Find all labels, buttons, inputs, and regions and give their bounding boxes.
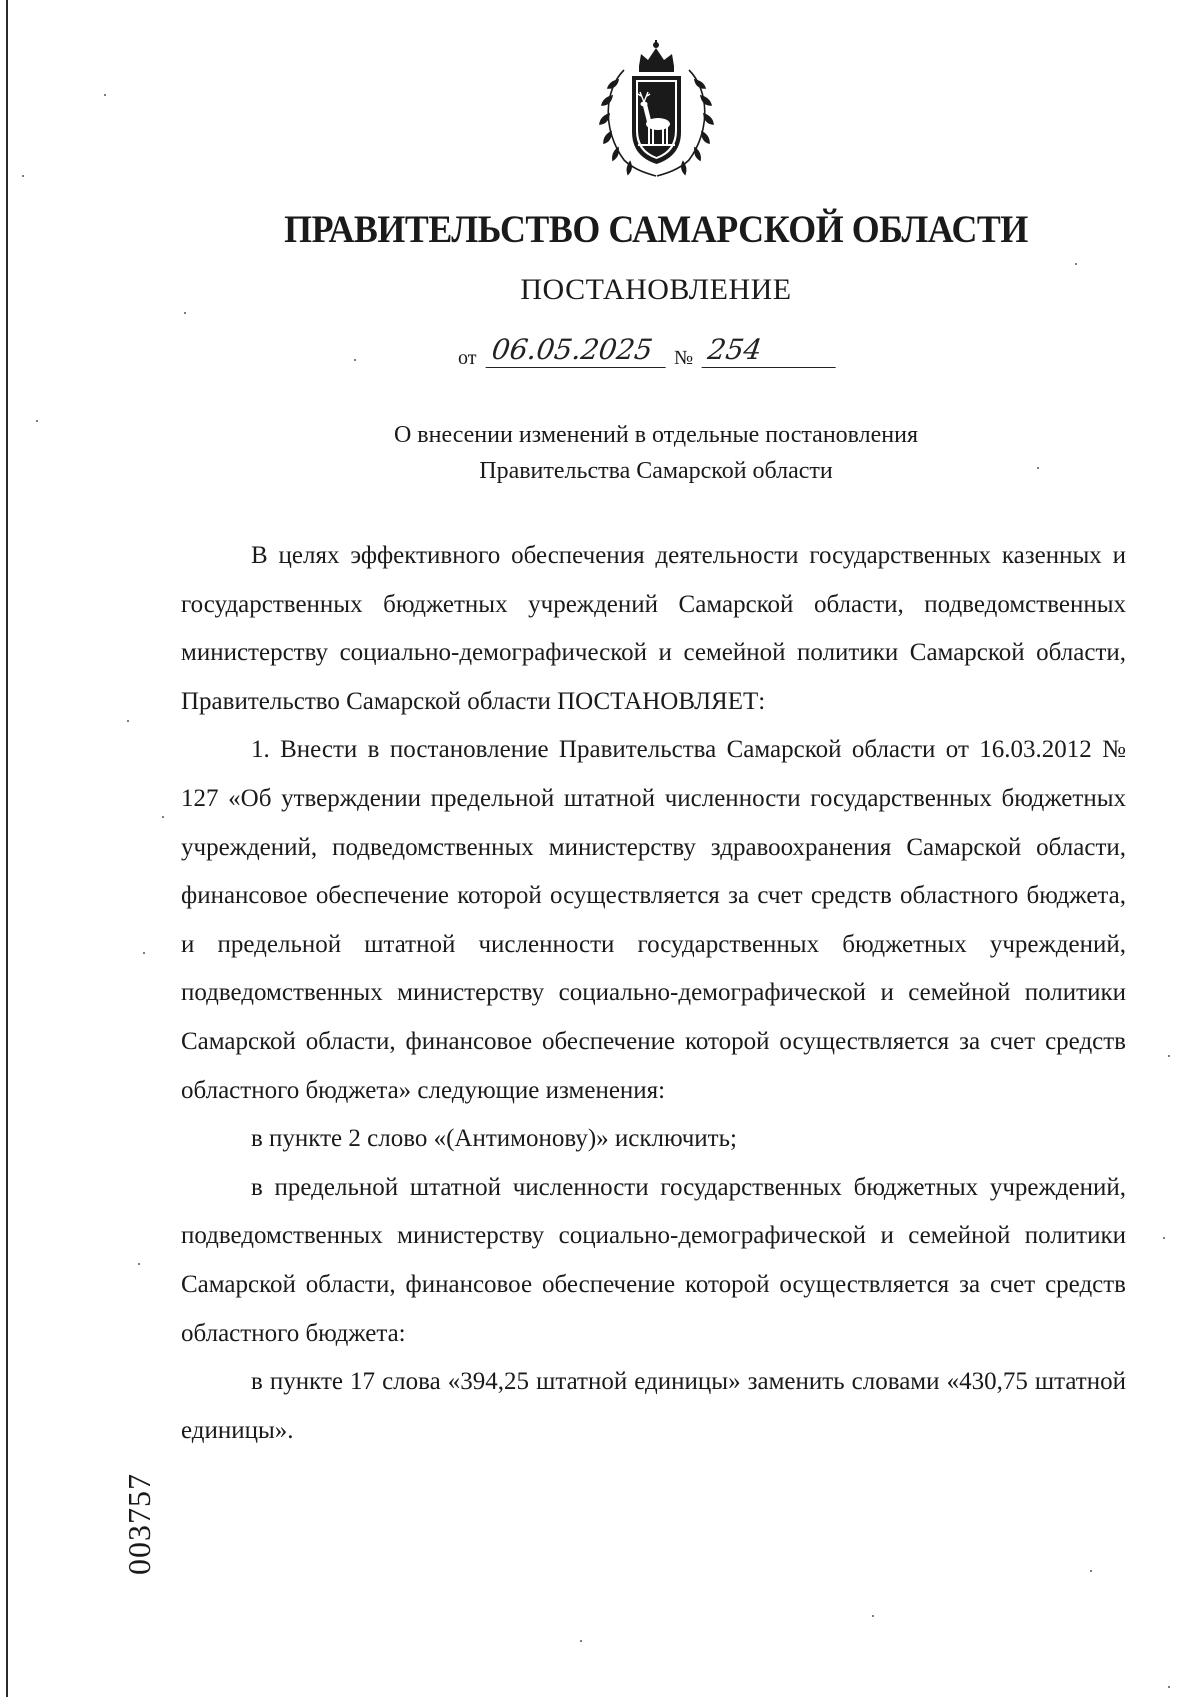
document-type: ПОСТАНОВЛЕНИЕ — [520, 273, 792, 306]
scan-speck — [1090, 1570, 1092, 1572]
scan-speck — [580, 1640, 582, 1642]
document-body — [181, 532, 1126, 1455]
handwritten-date: 06.05.2025 — [486, 333, 671, 368]
subject-line: О внесении изменений в отдельные постановления — [393, 422, 919, 448]
scan-speck — [36, 420, 38, 422]
scan-speck — [872, 1615, 874, 1617]
scan-speck — [104, 94, 106, 96]
body-paragraph: в предельной штатной численности государственных бюджетных учреждений, подведомственных министерству социально-демографической и семейной политики Самарской области, финансовое обеспечение которой осуществляется за счет средств областного бюджета: — [181, 1173, 1126, 1347]
number-prefix: № — [674, 347, 694, 369]
margin-serial-number: 003757 — [121, 1473, 157, 1575]
scan-speck — [1168, 1055, 1170, 1057]
scan-speck — [127, 720, 129, 722]
scan-speck — [22, 175, 24, 177]
samara-coat-of-arms-icon — [594, 40, 719, 180]
subject-line: Правительства Самарской области — [479, 458, 833, 484]
handwritten-number: 254 — [702, 333, 841, 368]
scan-speck — [162, 816, 164, 818]
body-paragraph: в пункте 2 слово «(Антимонову)» исключить; — [251, 1125, 737, 1153]
scan-speck — [1163, 1237, 1165, 1239]
scan-speck — [143, 952, 145, 954]
scan-speck — [354, 359, 356, 361]
date-prefix: от — [458, 347, 477, 369]
document-subject — [0, 417, 1200, 489]
scan-speck — [138, 1263, 140, 1265]
scan-speck — [1075, 263, 1077, 265]
organization-title: ПРАВИТЕЛЬСТВО САМАРСКОЙ ОБЛАСТИ — [284, 208, 1028, 251]
scan-speck — [1168, 1686, 1170, 1688]
body-paragraph: в пункте 17 слова «394,25 штатной единицы» заменить словами «430,75 штатной единицы». — [181, 1368, 1126, 1444]
body-paragraph: 1. Внести в постановление Правительства Самарской области от 16.03.2012 № 127 «Об утверждении предельной штатной численности государственных бюджетных учреждений, подведомственных министерству здравоохранения Самарской области, финансовое обеспечение которой осуществляется за счет средств областного бюджета, и предельной штатной численности государственных бюджетных учреждений, подведомственных министерству социально-демографической и семейной политики Самарской области, финансовое обеспечение которой осуществляется за счет средств областного бюджета» следующие изменения: — [181, 736, 1126, 1104]
page-edge-line — [6, 0, 8, 1697]
body-paragraph: В целях эффективного обеспечения деятельности государственных казенных и государственных бюджетных учреждений Самарской области, подведомственных министерству социально-демографической и семейной политики Самарской области, Правительство Самарской области ПОСТАНОВЛЯЕТ: — [181, 542, 1126, 715]
scan-speck — [1037, 467, 1039, 469]
scan-speck — [184, 312, 186, 314]
